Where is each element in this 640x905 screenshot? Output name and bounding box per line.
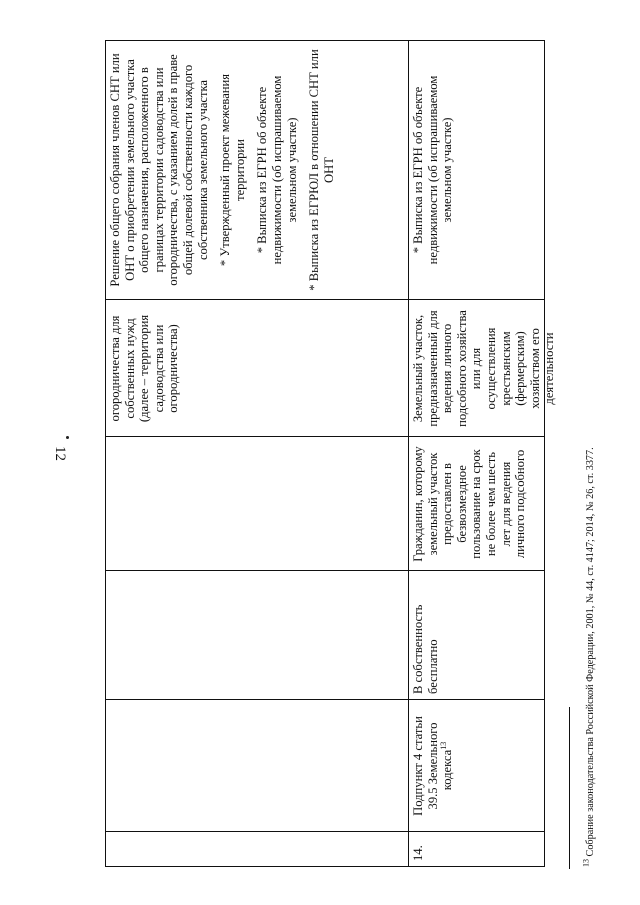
cell-right <box>105 571 408 700</box>
document-item: * Выписка из ЕГРЮЛ в отношении СНТ или ОНТ <box>307 49 336 291</box>
footnote <box>581 47 597 867</box>
cell-number: 14. <box>411 845 425 861</box>
cell-number <box>105 832 408 867</box>
table-row <box>105 40 408 867</box>
cell-basis <box>408 700 545 832</box>
cell-plot: Земельный участок, предназначенный для ведения личного подсобного хозяйства или для осуществления крестьянским (фермерским) хозяйством его деятельности <box>411 310 557 427</box>
table-sheet <box>105 40 557 867</box>
footnote-mark: 13 <box>581 859 591 867</box>
cell-recipient <box>105 437 408 571</box>
document-item: * Утвержденный проект межевания территории <box>218 73 247 267</box>
cell-plot: огородничества для собственных нужд (далее – территория садоводства или огородничества) <box>108 314 181 423</box>
basis-text: Подпункт 4 статьи 39.5 Земельного кодекса <box>411 716 455 816</box>
cell-documents <box>105 40 408 300</box>
document-item: Решение общего собрания членов СНТ или ОНТ о приобретении земельного участка общего назначения, расположенного в границах территории садоводства или огородничества, с указанием долей в праве общей долевой собственности каждого собственника земельного участка <box>108 53 210 287</box>
cell-basis <box>105 700 408 832</box>
cell-documents <box>408 40 545 300</box>
footnote-ref: 13 <box>439 741 448 750</box>
documents-table <box>105 40 557 867</box>
document-item: * Выписка из ЕГРН об объекте недвижимости (об испрашиваемом земельном участке) <box>255 75 299 265</box>
footnote-rule <box>569 707 570 869</box>
cell-right: В собственность бесплатно <box>411 604 440 694</box>
cell-recipient: Гражданин, которому земельный участок предоставлен в безвозмездное пользование на срок не более чем шесть лет для ведения личного подсобного <box>411 446 528 562</box>
footnote-text: Собрание законодательства Российской Федерации, 2001, № 44, ст. 4147; 2014, № 26, ст. 3377. <box>585 447 596 857</box>
document-item: * Выписка из ЕГРН об объекте недвижимости (об испрашиваемом земельном участке) <box>411 75 455 265</box>
page-number: 12 <box>52 446 68 461</box>
table-row <box>408 40 557 867</box>
scan-dot <box>66 436 69 439</box>
